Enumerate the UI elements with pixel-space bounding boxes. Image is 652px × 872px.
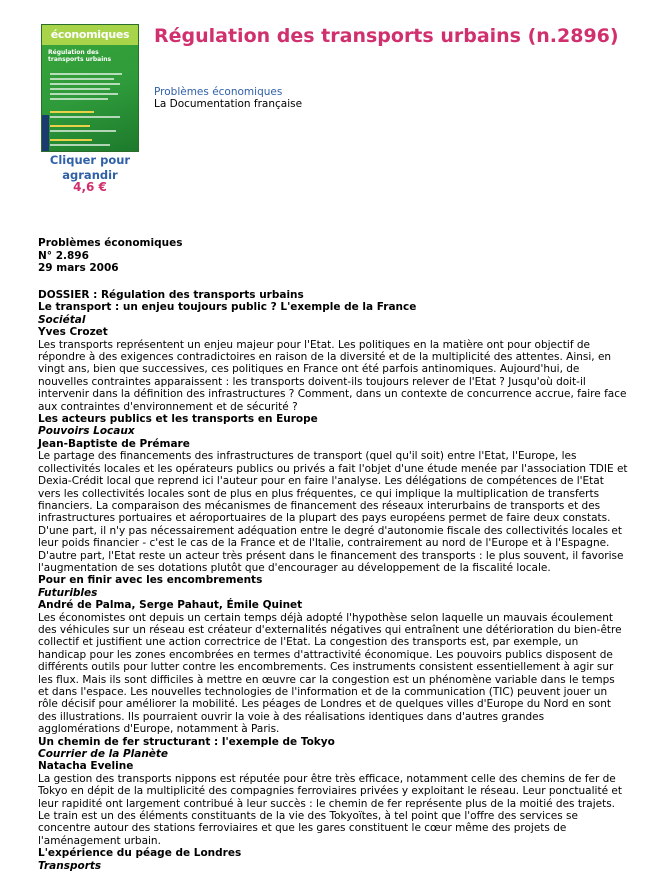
cover-text-line <box>50 78 114 80</box>
article-source: Transports <box>38 859 102 872</box>
dossier-heading: DOSSIER : Régulation des transports urbains <box>38 289 304 301</box>
article <box>38 301 628 413</box>
article-source: Pouvoirs Locaux <box>38 425 135 438</box>
cover-text-line <box>50 83 120 85</box>
issue-number: N° 2.896 <box>38 249 89 262</box>
cover-text-line <box>50 73 122 75</box>
article-author: Natacha Eveline <box>38 760 134 773</box>
article-title: Pour en finir avec les encombrements <box>38 574 263 587</box>
article-author: Jean-Baptiste de Prémare <box>38 437 190 450</box>
cover-text-line <box>50 111 94 113</box>
article <box>38 574 628 735</box>
issue-series: Problèmes économiques <box>38 237 183 249</box>
cover-text-line <box>50 139 92 141</box>
article <box>38 847 628 872</box>
series-link[interactable]: Problèmes économiques <box>154 86 283 98</box>
article-summary: Le partage des financements des infrastructures de transport (quel qu'il soit) entre l'Etat, l'Europe, les collectivités locales et les opérateurs publics ou privés a fait l'objet d'une étude menée par l'association TDIE et Dexia-Crédit local que reprend ici l'auteur pour en faire l'analyse. Les délégations de compétences de l'Etat vers les collectivités locales sont de plus en plus fréquentes, ce qui implique la multiplication de transferts financiers. La comparaison des mécanismes de financement des réseaux interurbains de transports et des infrastructures portuaires et aéroportuaires de la plupart des pays européens permet de faire deux constats. D'une part, il n'y pas nécessairement adéquation entre le degré d'autonomie fiscale des collectivités locales et leur poids financier - c'est le cas de la France et de l'Italie, contrairement au nord de l'Europe et à l'Espagne. D'autre part, l'Etat reste un acteur très présent dans le financement des transports : le plus souvent, il favorise l'augmentation de ses dotations plutôt que d'encourager au développement de la fiscalité locale. <box>38 450 628 574</box>
cover-image[interactable] <box>41 24 139 152</box>
article-summary: Les économistes ont depuis un certain temps déjà adopté l'hypothèse selon laquelle un mauvais écoulement des véhicules sur un réseau est créateur d'externalités négatives qui entraînent une détérioration du bien-être collectif et justifient une action correctrice de l'Etat. La congestion des transports est, par exemple, un handicap pour les zones encombrées en termes d'attractivité économique. Les pouvoirs publics disposent de différents outils pour lutter contre les encombrements. Ces instruments consistent essentiellement à agir sur les flux. Mais ils sont difficiles à mettre en œuvre car la congestion est un phénomène variable dans le temps et dans l'espace. Les nouvelles technologies de l'information et de la communication (TIC) peuvent jouer un rôle décisif pour améliorer la mobilité. Les péages de Londres et de quelques villes d'Europe du Nord en sont des illustrations. Ils pourraient ouvrir la voie à des réalisations identiques dans d'autres grandes agglomérations d'Europe, notamment à Paris. <box>38 611 622 736</box>
article-summary: La gestion des transports nippons est réputée pour être très efficace, notamment celle des chemins de fer de Tokyo en dépit de la multiplicité des compagnies ferroviaires privées y exploitant le réseau. Leur ponctualité et leur rapidité ont largement contribué à leur succès : le chemin de fer représente plus de la moitié des trajets. Le train est un des éléments constituants de la vie des Tokyoïtes, à tel point que l'offre des services se concentre autour des stations ferroviaires et que les gares constituent le cœur même des projets de l'aménagement urbain. <box>38 772 622 847</box>
cover-text-line <box>50 125 90 127</box>
table-of-contents <box>38 289 628 872</box>
article <box>38 413 628 574</box>
cover-headline: Régulation des transports urbains <box>48 49 112 63</box>
cover-text-line <box>50 98 108 100</box>
article-title: Le transport : un enjeu toujours public ? L'exemple de la France <box>38 301 417 314</box>
issue-date: 29 mars 2006 <box>38 262 119 274</box>
article-source: Futuribles <box>38 586 98 599</box>
cover-text-line <box>50 116 120 118</box>
article-source: Sociétal <box>38 313 86 326</box>
cover-text-line <box>50 93 118 95</box>
article-author: André de Palma, Serge Pahaut, Émile Quinet <box>38 599 303 612</box>
cover-text-line <box>50 130 116 132</box>
article-author: Yves Crozet <box>38 326 108 339</box>
cover-brand: économiques <box>42 25 138 45</box>
publisher: La Documentation française <box>154 98 303 110</box>
enlarge-link[interactable]: Cliquer pour agrandir <box>49 153 131 182</box>
article-title: Un chemin de fer structurant : l'exemple de Tokyo <box>38 735 335 748</box>
article-source: Courrier de la Planète <box>38 748 169 761</box>
cover-text-line <box>50 88 110 90</box>
article-summary: Les transports représentent un enjeu majeur pour l'Etat. Les politiques en la matière ont pour objectif de répondre à des exigences contradictoires en raison de la diversité et de la multiplicité des attentes. Ainsi, en vingt ans, bien que successives, ces politiques en France ont été parfois antinomiques. Aujourd'hui, de nouvelles contraintes apparaissent : les transports doivent-ils toujours relever de l'Etat ? Jusqu'où doit-il intervenir dans la définition des infrastructures ? Comment, dans un contexte de concurrence accrue, faire face aux contraintes d'environnement et de sécurité ? <box>38 338 627 413</box>
article-title: Les acteurs publics et les transports en Europe <box>38 413 318 426</box>
page-title: Régulation des transports urbains (n.2896) <box>154 25 619 47</box>
article-title: L'expérience du péage de Londres <box>38 847 242 860</box>
cover-logo-strip <box>42 115 49 151</box>
issue-info <box>38 237 182 275</box>
price: 4,6 € <box>73 180 107 194</box>
cover-text-line <box>50 144 110 146</box>
